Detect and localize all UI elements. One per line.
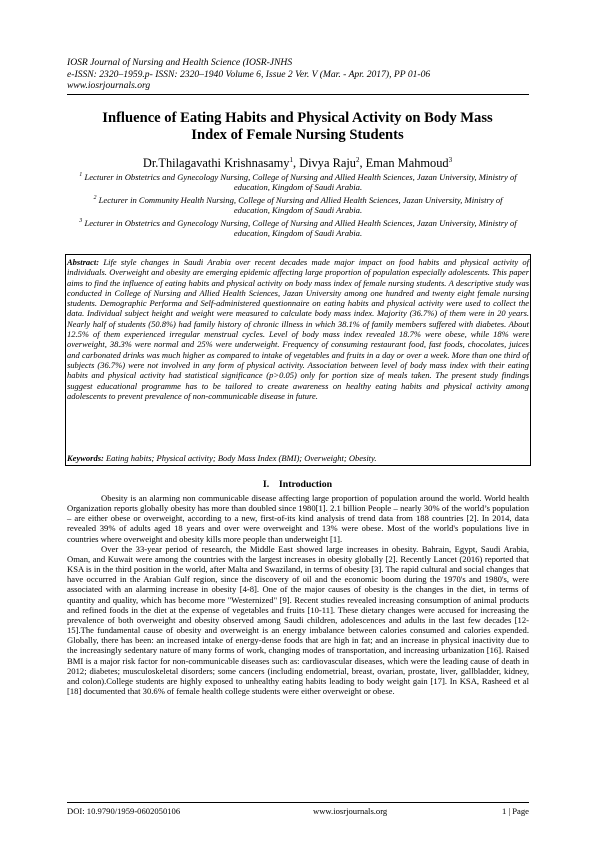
- journal-header: [67, 57, 537, 92]
- author-sup: 1: [289, 156, 293, 164]
- affiliation-sup: 2: [93, 194, 97, 201]
- keywords: [67, 453, 529, 463]
- paper-title: [60, 110, 535, 143]
- author-name: Dr.Thilagavathi Krishnasamy: [142, 156, 290, 171]
- affiliations: [78, 170, 518, 239]
- author-sup: 3: [448, 156, 453, 164]
- footer-website: www.iosrjournals.org: [313, 806, 388, 816]
- introduction-body: [67, 493, 529, 696]
- title-line-1: Influence of Eating Habits and Physical Activity on Body Mass: [102, 110, 493, 126]
- affiliation: [78, 193, 518, 215]
- affiliation-sup: 3: [79, 217, 83, 224]
- issn-line: e-ISSN: 2320–1959.p- ISSN: 2320–1940 Volume 6, Issue 2 Ver. V (Mar. - Apr. 2017), PP 01-06: [67, 68, 431, 80]
- footer-page-number: 1 | Page: [501, 806, 529, 816]
- paragraph: Over the 33-year period of research, the Middle East showed large increases in obesity. Bahrain, Egypt, Saudi Arabia, Oman, and Kuwait were among the countries with the largest increases in obesity globally [2]. Recently Lancet (2016) reported that KSA is in the third position in the world, after Malta and Swaziland, in terms of obesity [3]. The rapid cultural and social changes that have occurred in the Arabian Gulf region, since the discovery of oil and the economic boom during the 1970's and 1980's, were associated with an alarming increase in obesity [4-8]. One of the major causes of obesity is the changes in the diet, in terms of quantity and quality, which has become more "Westernized" [9]. Recent studies revealed increasing consumption of animal products and refined foods in the diet at the expense of vegetables and fruits [10-11]. These dietary changes were accused for increasing the prevalence of both overweight and obesity observed among Saudi children, adolescences and adults in the last few decades [12-15].The fundamental cause of obesity and overweight is an energy imbalance between calories consumed and calories expended. Globally, there has been: an increased intake of energy-dense foods that are high in fat; and an increase in physical inactivity due to the increasingly sedentary nature of many forms of work, changing modes of transportation, and increasing urbanization [16]. Raised BMI is a major risk factor for non-communicable diseases such as: cardiovascular diseases, which were the leading cause of death in 2012; diabetes; musculoskeletal disorders; some cancers (including endometrial, breast, ovarian, prostate, liver, gallbladder, kidney, and colon).College students are highly exposed to unhealthy eating habits leading to body weight gain [17]. In KSA, Rasheed et al [18] documented that 30.6% of female health college students were either overweight or obese.: [67, 543, 529, 696]
- header-rule: [67, 94, 529, 95]
- keywords-label: Keywords:: [67, 453, 104, 463]
- affiliation-text: Lecturer in Obstetrics and Gynecology Nursing, College of Nursing and Allied Health Sciences, Jazan University, Ministry of education, Kingdom of Saudi Arabia.: [84, 171, 517, 193]
- abstract: [67, 257, 529, 401]
- author-name: Divya Raju: [299, 156, 356, 171]
- journal-name: IOSR Journal of Nursing and Health Science (IOSR-JNHS: [67, 57, 293, 68]
- affiliation-text: Lecturer in Obstetrics and Gynecology Nursing, College of Nursing and Allied Health Sciences, Jazan University, Ministry of education, Kingdom of Saudi Arabia.: [84, 217, 517, 239]
- section-heading: I. Introduction: [262, 479, 333, 490]
- affiliation-text: Lecturer in Community Health Nursing, College of Nursing and Allied Health Sciences, Jazan University, Ministry of education, Kingdom of Saudi Arabia.: [98, 194, 503, 216]
- title-line-2: Index of Female Nursing Students: [191, 126, 404, 143]
- author-sup: 2: [355, 156, 360, 164]
- author-list: Dr.Thilagavathi Krishnasamy$^1$, Divya Raju$^2$, Eman Mahmoud$^3$: [142, 156, 453, 171]
- abstract-label: Abstract:: [67, 257, 100, 267]
- footer-rule: [67, 802, 529, 803]
- affiliation: [78, 216, 518, 238]
- abstract-text: Life style changes in Saudi Arabia over recent decades made major impact on food habits and physical activity of individuals. Overweight and obesity are emerging epidemic affecting large proportion of population especially adolescents. This paper aims to find the influence of eating habits and physical activity on body mass index of female nursing students. A descriptive study was conducted in College of Nursing and Allied Health Sciences, Jazan University among one hundred and twenty eight female nursing students. Demographic Performa and Self-administered questionnaire on eating habits and physical activity were used to collect the data. Individual subject height and weight were measured to calculate body mass index. Majority (36.7%) of them were in 20 years. Nearly half of students (50.8%) had family history of chronic illness in which 38.1% of family members suffered with diabetes. About 12.5% of them experienced irregular menstrual cycles. Level of body mass index revealed 18.7% were obese, while 18% were overweight, 38.3% were normal and 25% were underweight. Frequency of consuming restaurant food, fast foods, chocolates, juices and carbonated drinks was much higher as compared to intake of vegetables and fruits in a day or over a week. More than one third of subjects (36.7%) were not involved in any form of physical activity. Association between level of body mass index with their eating habits and physical activity had statistical significance (p>0.05) only for portion size of meals taken. The present study findings suggest educational programme has to be tailored to create awareness on healthy eating habits and physical activity among adolescents to prevent prevalence of non-communicable disease in future.: [67, 257, 530, 401]
- paragraph: Obesity is an alarming non communicable disease affecting large proportion of population around the world. World health Organization reports globally obesity has more than doubled since 1980[1]. 2.1 billion People – nearly 30% of the world’s population – are either obese or overweight, according to a new, first-of-its kind analysis of trend data from 188 countries [2]. In 2014, data revealed 39% of adults aged 18 years and over were overweight and 13% were obese. Most of the world's populations live in countries where overweight and obesity kills more people than underweight [1].: [67, 493, 529, 544]
- affiliation: [78, 170, 518, 192]
- journal-website: www.iosrjournals.org: [67, 80, 151, 92]
- affiliation-sup: 1: [79, 172, 83, 178]
- footer-doi: DOI: 10.9790/1959-0602050106: [67, 806, 181, 816]
- keywords-text: Eating habits; Physical activity; Body Mass Index (BMI); Overweight; Obesity.: [105, 453, 377, 463]
- author-name: Eman Mahmoud: [365, 156, 449, 171]
